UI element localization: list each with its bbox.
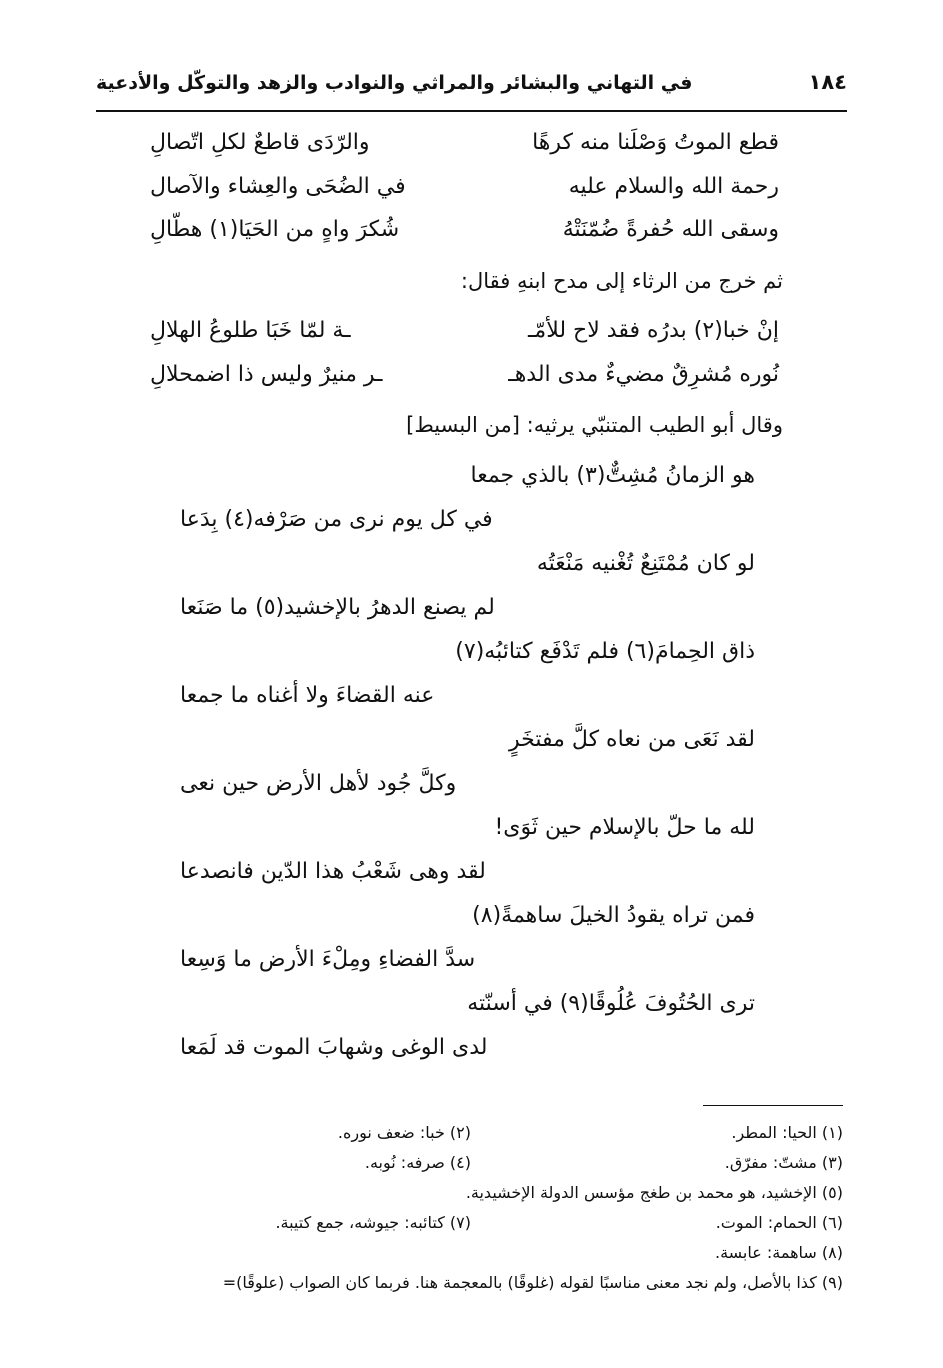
verse-5-right: نُوره مُشرِقٌ مضيءٌ مدى الدهـ: [508, 362, 779, 387]
footnote-rule: [703, 1105, 843, 1106]
poem-line-11: فمن تراه يقودُ الخيلَ ساهمةً(٨): [472, 903, 755, 928]
running-title: في التهاني والبشائر والمراثي والنوادب والزهد والتوكّل والأدعية: [96, 72, 693, 94]
footnote-4: (٤) صرفه: نُوبه.: [364, 1153, 471, 1172]
poem-line-8: وكلَّ جُود لأهل الأرض حين نعى: [180, 771, 457, 796]
poem-line-6: عنه القضاءَ ولا أغناه ما جمعا: [180, 683, 435, 708]
poem-line-13: ترى الحُتُوفَ عُلُوقًا(٩) في أسنّته: [467, 991, 755, 1016]
poem-line-4: لم يصنع الدهرُ بالإخشيد(٥) ما صَنَعا: [180, 595, 495, 620]
poem-line-3: لو كان مُمْتَنِعٌ تُغْنيه مَنْعَتُه: [536, 551, 755, 576]
poem-line-14: لدى الوغى وشهابَ الموت قد لَمَعا: [180, 1035, 488, 1060]
poem-line-5: ذاق الحِمامَ(٦) فلم تَدْفَع كتائبُه(٧): [455, 639, 755, 664]
poem-line-2: في كل يوم نرى من صَرْفه(٤) بِدَعا: [180, 507, 493, 532]
footnote-8: (٨) ساهمة: عابسة.: [714, 1243, 843, 1262]
verse-3-left: شُكرَ واهٍ من الحَيَا(١) هطّالِ: [150, 217, 400, 242]
footnote-6: (٦) الحمام: الموت.: [715, 1213, 843, 1232]
poem-line-12: سدَّ الفضاءِ ومِلْءَ الأرض ما وَسِعا: [180, 947, 476, 972]
verse-1-left: والرّدَى قاطعٌ لكلِ اتّصالِ: [150, 130, 370, 155]
transition-text-2: وقال أبو الطيب المتنبّي يرثيه: [من البسيط]: [406, 413, 783, 437]
header-rule: [96, 110, 847, 112]
footnote-5: (٥) الإخشيد، هو محمد بن طغج مؤسس الدولة الإخشيدية.: [465, 1183, 843, 1202]
poem-line-1: هو الزمانُ مُشِتٌّ(٣) بالذي جمعا: [470, 463, 755, 488]
footnote-3: (٣) مشتّ: مفرّق.: [724, 1153, 843, 1172]
page-header: [96, 68, 847, 108]
verse-4-right: إنْ خبا(٢) بدرُه فقد لاح للأمّـ: [527, 318, 779, 343]
footnote-9: (٩) كذا بالأصل، ولم نجد معنى مناسبًا لقوله (غلوقًا) بالمعجمة هنا. فربما كان الصواب (علوقًا)=: [222, 1273, 843, 1292]
page-number: ١٨٤: [808, 70, 847, 94]
footnote-7: (٧) كتائبه: جيوشه، جمع كتيبة.: [275, 1213, 471, 1232]
verse-2-left: في الضُحَى والعِشاء والآصال: [150, 174, 406, 199]
transition-text-1: ثم خرج من الرثاء إلى مدح ابنهِ فقال:: [460, 269, 783, 293]
poem-line-10: لقد وهى شَعْبُ هذا الدّين فانصدعا: [180, 859, 486, 884]
poem-line-9: لله ما حلّ بالإسلام حين ثَوَى!: [494, 815, 755, 840]
verse-1-right: قطع الموتُ وَصْلَنا منه كرهًا: [532, 130, 779, 155]
poem-line-7: لقد نَعَى من نعاه كلَّ مفتخَرٍ: [509, 727, 755, 752]
verse-4-left: ـة لمّا خَبَا طلوعُ الهلالِ: [150, 318, 351, 343]
footnote-1: (١) الحيا: المطر.: [731, 1123, 843, 1142]
verse-3-right: وسقى الله حُفرةً ضُمّنَتْهُ: [562, 217, 779, 242]
verse-5-left: ـر منيرٌ وليس ذا اضمحلالِ: [150, 362, 383, 387]
footnote-2: (٢) خبا: ضعف نوره.: [337, 1123, 471, 1142]
verse-2-right: رحمة الله والسلام عليه: [568, 174, 779, 199]
